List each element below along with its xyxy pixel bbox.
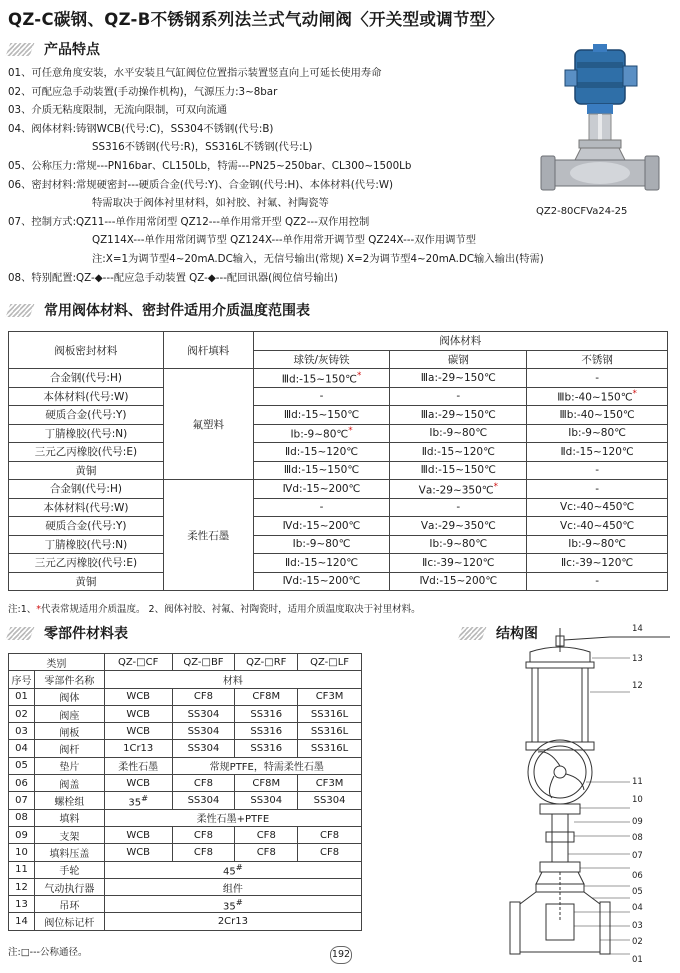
callout-label: 02 <box>632 937 643 947</box>
table-row: 02 阀座 WCB SS304 SS316 SS316L <box>9 705 362 722</box>
callout-label: 07 <box>632 851 643 861</box>
star-mark: * <box>493 481 498 492</box>
packing-group-cell: 柔性石墨 <box>163 480 253 591</box>
seal-cell: 合金钢(代号:H) <box>9 369 164 388</box>
temp-cell: Ⅰb:-9~80℃* <box>253 424 390 443</box>
table-row: 12 气动执行器 组件 <box>9 878 362 895</box>
table-row <box>9 554 668 573</box>
structure-diagram <box>480 622 680 967</box>
table-row <box>9 424 668 443</box>
section-title: 常用阀体材料、密封件适用介质温度范围表 <box>44 303 310 319</box>
table-row: 08 填料 柔性石墨+PTFE <box>9 809 362 826</box>
table-row <box>9 517 668 536</box>
temp-cell: Ⅲb:-40~150℃ <box>527 406 668 425</box>
seal-cell: 黄铜 <box>9 572 164 591</box>
feature-item: 03、介质无粘度限制，无流向限制，可双向流通 <box>8 104 228 117</box>
callout-label: 05 <box>632 887 643 897</box>
temp-cell: Ⅱd:-15~120℃ <box>527 443 668 462</box>
temperature-note: 注:1、*代表常规适用介质温度。 2、阀体衬胶、衬氟、衬陶瓷时，适用介质温度取决于衬里材料。 <box>8 604 421 615</box>
callout-label: 11 <box>632 777 643 787</box>
table-row <box>9 369 668 388</box>
table-row: 14 阀位标记杆 2Cr13 <box>9 913 362 930</box>
table-row <box>9 498 668 517</box>
header-material: 材料 <box>104 671 361 688</box>
hash-mark: # <box>235 896 243 907</box>
section-stripe-icon <box>6 627 35 640</box>
hash-mark: # <box>141 792 149 803</box>
table-row: 03 闸板 WCB SS304 SS316 SS316L <box>9 723 362 740</box>
parts-table <box>8 653 362 931</box>
table-row: 13 吊环 35# <box>9 896 362 913</box>
header-col: 球铁/灰铸铁 <box>253 350 390 369</box>
temp-cell: Ⅲd:-15~150℃ <box>253 461 390 480</box>
temp-cell: Ⅲa:-29~150℃ <box>390 369 527 388</box>
temp-cell: Ⅱd:-15~120℃ <box>253 554 390 573</box>
temp-cell: Ⅴc:-40~450℃ <box>527 498 668 517</box>
star-mark: * <box>356 370 362 381</box>
seal-cell: 硬质合金(代号:Y) <box>9 517 164 536</box>
star-mark: * <box>348 426 353 436</box>
header-col: 碳钢 <box>390 350 527 369</box>
temp-cell: Ⅳd:-15~200℃ <box>253 572 390 591</box>
header-part-name: 零部件名称 <box>34 671 104 688</box>
temp-cell: Ⅴc:-40~450℃ <box>527 517 668 536</box>
feature-item: 特需取决于阀体衬里材料，如衬胶、衬氟、衬陶瓷等 <box>92 197 329 210</box>
seal-cell: 丁腈橡胶(代号:N) <box>9 535 164 554</box>
section-title: 结构图 <box>496 626 538 642</box>
product-caption: QZ2-80CFVa24-25 <box>536 206 628 217</box>
table-row: 10 填料压盖 WCB CF8 CF8 CF8 <box>9 844 362 861</box>
temp-cell: - <box>390 498 527 517</box>
table-row <box>9 461 668 480</box>
temp-cell: Ⅰb:-9~80℃ <box>390 535 527 554</box>
header-no: 序号 <box>9 671 35 688</box>
product-photo <box>535 44 665 199</box>
section-stripe-icon <box>6 43 35 56</box>
temp-cell: Ⅱd:-15~120℃ <box>390 443 527 462</box>
seal-cell: 三元乙丙橡胶(代号:E) <box>9 443 164 462</box>
feature-item: QZ114X---单作用常闭调节型 QZ124X---单作用常开调节型 QZ24X---双作用调节型 <box>92 234 477 247</box>
temp-cell: Ⅲa:-29~150℃ <box>390 406 527 425</box>
feature-item: SS316不锈钢(代号:R)，SS316L不锈钢(代号:L) <box>92 141 313 154</box>
temp-cell: Ⅲb:-40~150℃* <box>527 387 668 406</box>
callout-label: 01 <box>632 955 643 965</box>
temp-cell: - <box>527 480 668 499</box>
callout-label: 13 <box>632 654 643 664</box>
temp-cell: Ⅰb:-9~80℃ <box>527 424 668 443</box>
temp-cell: Ⅲd:-15~150℃* <box>253 369 390 388</box>
feature-item: 02、可配应急手动装置(手动操作机构)，气源压力:3~8bar <box>8 85 278 98</box>
star-mark: * <box>632 389 637 399</box>
temp-cell: - <box>253 387 390 406</box>
section-title: 零部件材料表 <box>44 626 128 642</box>
temp-cell: Ⅰb:-9~80℃ <box>527 535 668 554</box>
temp-cell: Ⅰb:-9~80℃ <box>253 535 390 554</box>
seal-cell: 硬质合金(代号:Y) <box>9 406 164 425</box>
feature-list <box>8 64 544 287</box>
table-row: 06 阀盖 WCB CF8 CF8M CF3M <box>9 775 362 792</box>
seal-cell: 丁腈橡胶(代号:N) <box>9 424 164 443</box>
feature-item: 04、阀体材料:铸钢WCB(代号:C)，SS304不锈钢(代号:B) <box>8 122 274 135</box>
header-body-material: 阀体材料 <box>253 332 667 351</box>
table-row <box>9 572 668 591</box>
seal-cell: 合金钢(代号:H) <box>9 480 164 499</box>
header-category: 类别 <box>9 654 105 671</box>
hash-mark: # <box>235 862 243 873</box>
feature-item: 06、密封材料:常规硬密封---硬质合金(代号:Y)、合金钢(代号:H)、本体材料(代号:W) <box>8 178 394 191</box>
star-mark: * <box>36 604 41 615</box>
packing-group-cell: 氟塑料 <box>163 369 253 480</box>
temp-cell: - <box>390 387 527 406</box>
section-parts-header <box>8 624 128 642</box>
parts-note: 注:□---公称通径。 <box>8 947 88 958</box>
seal-cell: 本体材料(代号:W) <box>9 387 164 406</box>
feature-item: 07、控制方式:QZ11---单作用常闭型 QZ12---单作用常开型 QZ2---双作用控制 <box>8 215 370 228</box>
section-stripe-icon <box>6 304 35 317</box>
temperature-table <box>8 331 668 591</box>
temp-cell: - <box>253 498 390 517</box>
page-number: 192 <box>330 946 352 964</box>
page-title: QZ-C碳钢、QZ-B不锈钢系列法兰式气动闸阀〈开关型或调节型〉 <box>8 10 504 29</box>
callout-label: 06 <box>632 871 643 881</box>
table-row: 11 手轮 45# <box>9 861 362 878</box>
header-seal-material: 阀板密封材料 <box>9 332 164 369</box>
callout-label: 14 <box>632 624 643 634</box>
temp-cell: Ⅲd:-15~150℃ <box>390 461 527 480</box>
callout-label: 04 <box>632 903 643 913</box>
header-model: QZ-□BF <box>172 654 235 671</box>
seal-cell: 黄铜 <box>9 461 164 480</box>
table-row <box>9 480 668 499</box>
section-features-header <box>8 40 100 58</box>
temp-cell: Ⅴa:-29~350℃* <box>390 480 527 499</box>
table-row: 04 阀杆 1Cr13 SS304 SS316 SS316L <box>9 740 362 757</box>
callout-label: 09 <box>632 817 643 827</box>
temp-cell: Ⅳd:-15~200℃ <box>253 517 390 536</box>
temp-cell: Ⅱc:-39~120℃ <box>527 554 668 573</box>
callout-label: 08 <box>632 833 643 843</box>
table-row: 05 垫片 柔性石墨 常规PTFE，特需柔性石墨 <box>9 757 362 774</box>
header-model: QZ-□CF <box>104 654 172 671</box>
temp-cell: Ⅳd:-15~200℃ <box>390 572 527 591</box>
feature-item: 01、可任意角度安装，水平安装且气缸阀位位置指示装置竖直向上可延长使用寿命 <box>8 67 382 79</box>
temp-cell: Ⅰb:-9~80℃ <box>390 424 527 443</box>
table-row: 09 支架 WCB CF8 CF8 CF8 <box>9 826 362 843</box>
temp-cell: Ⅴa:-29~350℃ <box>390 517 527 536</box>
temp-cell: - <box>527 461 668 480</box>
temp-cell: - <box>527 572 668 591</box>
table-row <box>9 387 668 406</box>
header-model: QZ-□RF <box>235 654 298 671</box>
feature-item: 08、特别配置:QZ-◆---配应急手动装置 QZ-◆---配回讯器(阀位信号输出) <box>8 271 338 284</box>
callout-label: 12 <box>632 681 643 691</box>
callout-label: 10 <box>632 795 643 805</box>
table-row: 07 螺栓组 35# SS304 SS304 SS304 <box>9 792 362 809</box>
table-row <box>9 406 668 425</box>
header-packing: 阀杆填料 <box>163 332 253 369</box>
seal-cell: 本体材料(代号:W) <box>9 498 164 517</box>
temp-cell: - <box>527 369 668 388</box>
temp-cell: Ⅱc:-39~120℃ <box>390 554 527 573</box>
section-title: 产品特点 <box>44 42 100 58</box>
temp-cell: Ⅳd:-15~200℃ <box>253 480 390 499</box>
table-row <box>9 535 668 554</box>
callout-label: 03 <box>632 921 643 931</box>
feature-item: 05、公称压力:常规---PN16bar、CL150Lb，特需---PN25~250bar、CL300~1500Lb <box>8 159 412 172</box>
header-model: QZ-□LF <box>298 654 362 671</box>
table-row: 01 阀体 WCB CF8 CF8M CF3M <box>9 688 362 705</box>
seal-cell: 三元乙丙橡胶(代号:E) <box>9 554 164 573</box>
feature-item: 注:X=1为调节型4~20mA.DC输入，无信号输出(常规) X=2为调节型4~20mA.DC输入输出(特需) <box>92 252 544 265</box>
header-col: 不锈钢 <box>527 350 668 369</box>
table-row <box>9 443 668 462</box>
temp-cell: Ⅱd:-15~120℃ <box>253 443 390 462</box>
temp-cell: Ⅲd:-15~150℃ <box>253 406 390 425</box>
section-temperature-header <box>8 301 310 319</box>
